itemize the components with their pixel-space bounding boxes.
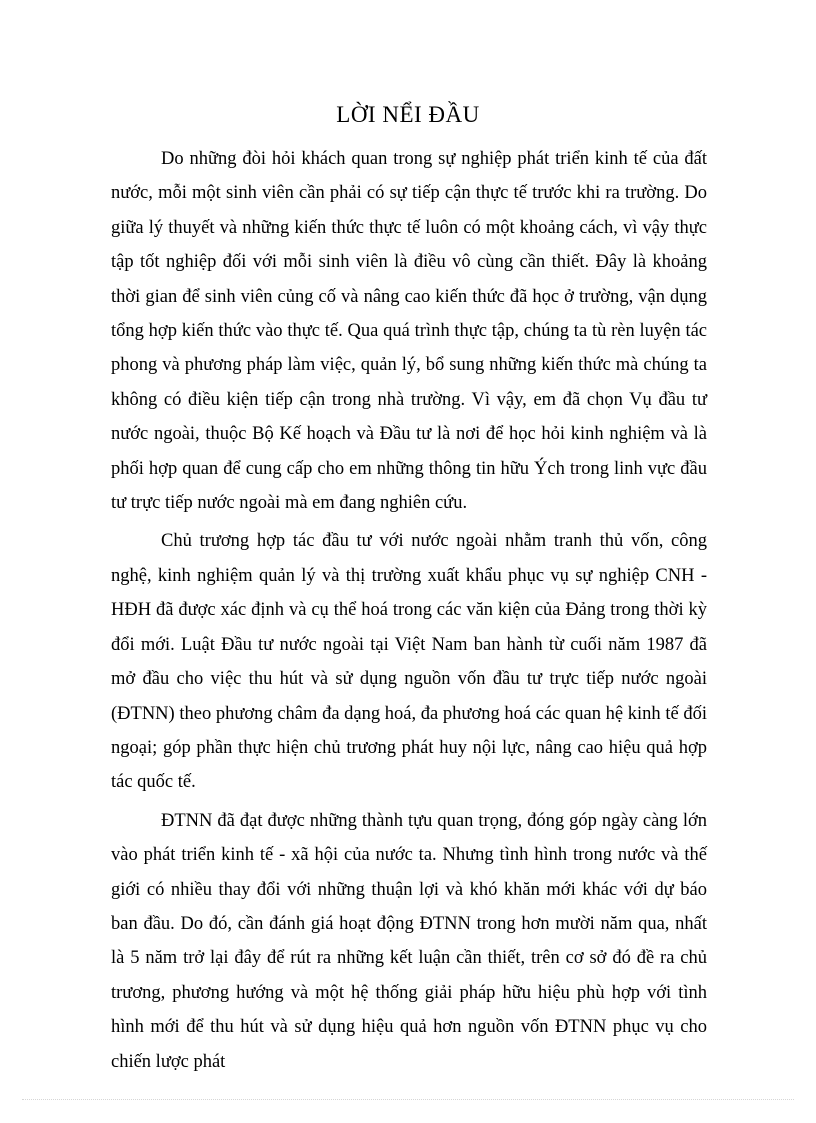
paragraph-1: Do những đòi hỏi khách quan trong sự nghiệp phát triển kinh tế của đất nước, mỗi một sinh viên cần phải có sự tiếp cận thực tế trước khi ra trường. Do giữa lý thuyết và những kiến thức thực tế luôn có một khoảng cách, vì vậy thực tập tốt nghiệp đối với mỗi sinh viên là điều vô cùng cần thiết. Đây là khoảng thời gian để sinh viên củng cố và nâng cao kiến thức đã học ở trường, vận dụng tổng hợp kiến thức vào thực tế. Qua quá trình thực tập, chúng ta tù rèn luyện tác phong và phương pháp làm việc, quản lý, bổ sung những kiến thức mà chúng ta không có điều kiện tiếp cận trong nhà trường. Vì vậy, em đã chọn Vụ đầu tư nước ngoài, thuộc Bộ Kế hoạch và Đầu tư là nơi để học hỏi kinh nghiệm và là phối hợp quan để cung cấp cho em những thông tin hữu Ých trong linh vực đầu tư trực tiếp nước ngoài mà em đang nghiên cứu.: [111, 149, 707, 514]
paragraph-2: Chủ trương hợp tác đầu tư với nước ngoài nhằm tranh thủ vốn, công nghệ, kinh nghiệm quản lý và thị trường xuất khẩu phục vụ sự nghiệp CNH - HĐH đã được xác định và cụ thể hoá trong các văn kiện của Đảng trong thời kỳ đổi mới. Luật Đầu tư nước ngoài tại Việt Nam ban hành từ cuối năm 1987 đã mở đầu cho việc thu hút và sử dụng nguồn vốn đầu tư trực tiếp nước ngoài (ĐTNN) theo phương châm đa dạng hoá, đa phương hoá các quan hệ kinh tế đối ngoại; góp phần thực hiện chủ trương phát huy nội lực, nâng cao hiệu quả hợp tác quốc tế.: [111, 531, 707, 793]
document-body: [111, 142, 707, 1079]
page-title: LỜI NỂI ĐẦU: [336, 102, 480, 127]
paragraph-3: ĐTNN đã đạt được những thành tựu quan trọng, đóng góp ngày càng lớn vào phát triển kinh tế - xã hội của nước ta. Nhưng tình hình trong nước và thế giới có nhiều thay đổi với những thuận lợi và khó khăn mới khác với dự báo ban đầu. Do đó, cần đánh giá hoạt động ĐTNN trong hơn mười năm qua, nhất là 5 năm trở lại đây để rút ra những kết luận cần thiết, trên cơ sở đó đề ra chủ trương, phương hướng và một hệ thống giải pháp hữu hiệu phù hợp với tình hình mới để thu hút và sử dụng hiệu quả hơn nguồn vốn ĐTNN phục vụ cho chiến lược phát: [111, 810, 707, 1072]
page-bottom-divider: [22, 1099, 794, 1100]
